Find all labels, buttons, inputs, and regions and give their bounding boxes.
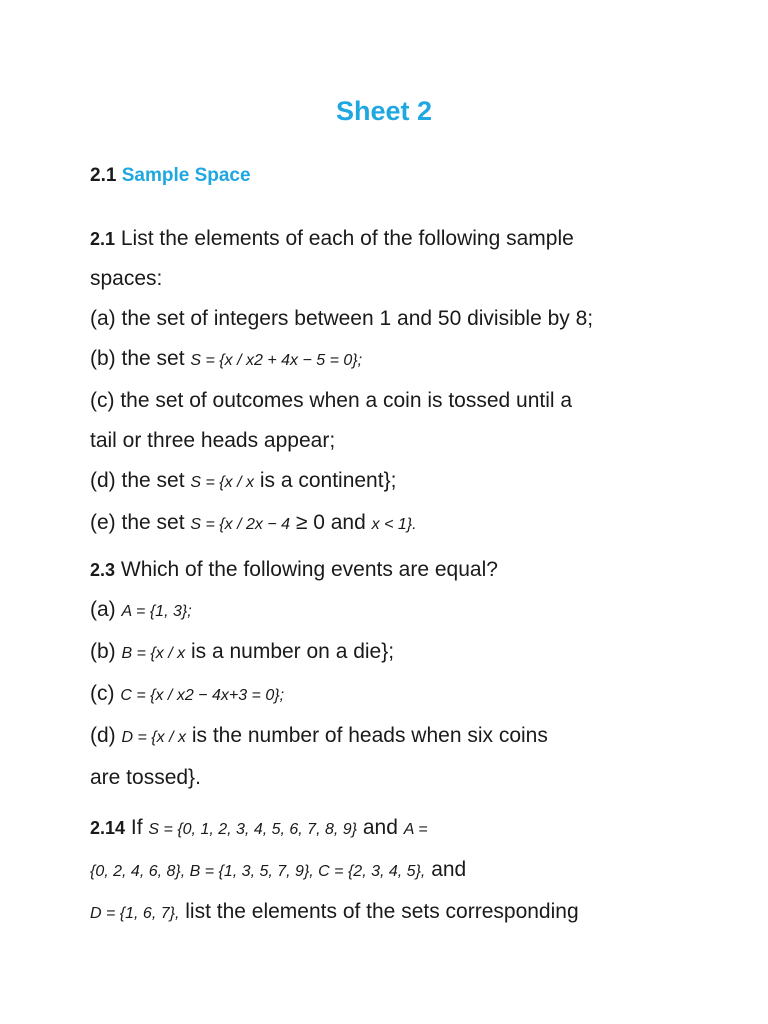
q214-set-s: S = {0, 1, 2, 3, 4, 5, 6, 7, 8, 9} xyxy=(148,821,357,838)
q23-part-a-set: A = {1, 3}; xyxy=(121,603,192,620)
q214-and-2: and xyxy=(431,858,467,881)
q23-part-d-label: (d) xyxy=(90,724,116,747)
q23-part-d xyxy=(90,716,690,758)
q21-part-e-label: (e) the set xyxy=(90,511,185,534)
q21-part-e-text: ≥ 0 and xyxy=(295,511,366,534)
q21-intro-2: spaces: xyxy=(90,267,163,290)
q21-part-e xyxy=(90,503,690,545)
q23-part-c-set: C = {x / x2 − 4x+3 = 0}; xyxy=(120,687,285,704)
q21-part-d xyxy=(90,461,690,503)
q23-part-a-label: (a) xyxy=(90,598,116,621)
q214-text: list the elements of the sets corresponding xyxy=(185,900,579,923)
question-2-1 xyxy=(90,219,690,545)
q23-part-b xyxy=(90,632,690,674)
q21-intro-line xyxy=(90,219,690,259)
q21-intro-1: List the elements of each of the following sample xyxy=(120,227,574,250)
q23-part-c-label: (c) xyxy=(90,682,115,705)
q214-set-a-label: A = xyxy=(403,821,428,838)
q21-part-d-label: (d) the set xyxy=(90,469,185,492)
q23-number: 2.3 xyxy=(90,560,116,580)
section-heading xyxy=(90,165,251,187)
q23-part-b-text: is a number on a die}; xyxy=(190,640,395,663)
q21-part-b-set: S = {x / x2 + 4x − 5 = 0}; xyxy=(190,352,363,369)
question-2-3 xyxy=(90,550,690,798)
q214-line-1 xyxy=(90,808,690,850)
q214-and: and xyxy=(362,816,398,839)
q214-number: 2.14 xyxy=(90,818,126,838)
q21-part-a: (a) the set of integers between 1 and 50 divisible by 8; xyxy=(90,307,594,330)
q214-set-d: D = {1, 6, 7}, xyxy=(90,905,180,922)
section-name: Sample Space xyxy=(121,165,251,186)
q21-part-c-2: tail or three heads appear; xyxy=(90,429,336,452)
q23-part-b-set: B = {x / x xyxy=(121,645,186,662)
q21-part-e-set: S = {x / 2x − 4 xyxy=(190,516,291,533)
q23-part-b-label: (b) xyxy=(90,640,116,663)
q23-intro-line xyxy=(90,550,690,590)
q21-part-c-1: (c) the set of outcomes when a coin is tossed until a xyxy=(90,389,573,412)
q21-part-e-end: x < 1}. xyxy=(371,516,417,533)
q23-part-d-text: is the number of heads when six coins xyxy=(191,724,548,747)
q21-part-d-set: S = {x / x xyxy=(190,474,254,491)
q214-if: If xyxy=(130,816,143,839)
q23-part-c xyxy=(90,674,690,716)
q23-part-d-2: are tossed}. xyxy=(90,766,201,789)
q23-part-a xyxy=(90,590,690,632)
q21-part-d-text: is a continent}; xyxy=(259,469,397,492)
q214-sets-a-b-c: {0, 2, 4, 6, 8}, B = {1, 3, 5, 7, 9}, C = {2, 3, 4, 5}, xyxy=(90,863,426,880)
q23-intro: Which of the following events are equal? xyxy=(120,558,498,581)
q21-number: 2.1 xyxy=(90,229,116,249)
section-number: 2.1 xyxy=(90,165,117,186)
q21-part-b xyxy=(90,339,690,381)
q214-line-3 xyxy=(90,892,690,934)
q214-line-2 xyxy=(90,850,690,892)
question-2-14 xyxy=(90,808,690,934)
q23-part-d-set: D = {x / x xyxy=(121,729,186,746)
sheet-title: Sheet 2 xyxy=(335,96,433,126)
q21-part-b-label: (b) the set xyxy=(90,347,185,370)
